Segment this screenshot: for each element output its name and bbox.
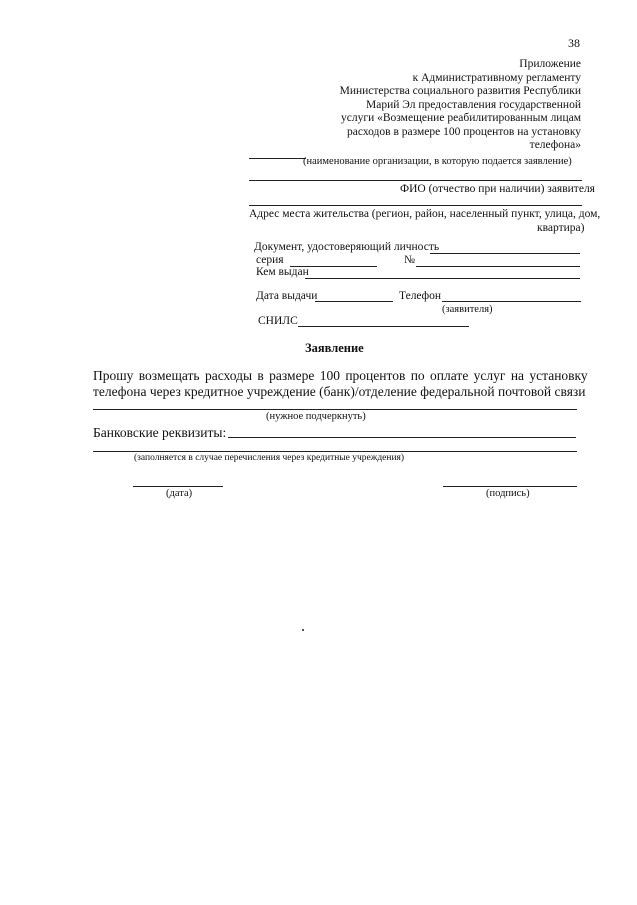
- appendix-line: телефона»: [529, 139, 581, 151]
- snils-label: СНИЛС: [258, 315, 298, 327]
- signature-line[interactable]: [443, 486, 577, 487]
- address-caption-cont: квартира): [537, 222, 585, 234]
- series-label: серия: [256, 254, 284, 266]
- statement-body-line1: Прошу возмещать расходы в размере 100 процентов по оплате услуг на установку: [93, 368, 588, 383]
- document-label: Документ, удостоверяющий личность: [254, 241, 440, 253]
- signature-caption: (подпись): [486, 488, 530, 499]
- fio-caption: ФИО (отчество при наличии) заявителя: [400, 183, 595, 195]
- statement-body-line2: телефона через кредитное учреждение (банк)/отделение федеральной почтовой связи: [93, 384, 586, 399]
- phone-line[interactable]: [442, 301, 581, 302]
- page-number: 38: [568, 36, 580, 50]
- appendix-line: расходов в размере 100 процентов на установку: [347, 125, 581, 138]
- issue-date-line[interactable]: [315, 301, 393, 302]
- org-name-line[interactable]: [249, 158, 306, 159]
- issue-date-label: Дата выдачи: [256, 290, 318, 302]
- statement-underline[interactable]: [93, 409, 577, 410]
- statement-title: Заявление: [305, 341, 364, 355]
- date-caption: (дата): [166, 488, 193, 499]
- snils-line[interactable]: [298, 326, 469, 327]
- bank-caption: (заполняется в случае перечисления через кредитные учреждения): [134, 453, 405, 463]
- org-name-caption: (наименование организации, в которую подается заявление): [303, 156, 572, 167]
- appendix-line: Приложение: [519, 58, 581, 70]
- address-caption: Адрес места жительства (регион, район, населенный пункт, улица, дом,: [249, 208, 601, 220]
- bank-details-line2[interactable]: [93, 451, 577, 452]
- date-line[interactable]: [133, 486, 223, 487]
- bank-details-label: Банковские реквизиты:: [93, 425, 227, 440]
- address-line[interactable]: [249, 205, 582, 206]
- applicant-caption: (заявителя): [442, 304, 493, 315]
- bank-details-line1[interactable]: [228, 437, 576, 438]
- phone-label: Телефон: [399, 290, 442, 302]
- number-line[interactable]: [416, 266, 580, 267]
- appendix-line: услуги «Возмещение реабилитированным лицам: [341, 112, 581, 124]
- issued-by-label: Кем выдан: [256, 266, 309, 278]
- appendix-line: Марий Эл предоставления государственной: [366, 98, 581, 111]
- appendix-block: [340, 58, 581, 153]
- appendix-line: Министерства социального развития Республики: [339, 85, 581, 97]
- underline-caption: (нужное подчеркнуть): [266, 411, 366, 422]
- scan-speck: [302, 629, 304, 631]
- document-line[interactable]: [430, 253, 580, 254]
- fio-line[interactable]: [249, 180, 582, 181]
- number-label: №: [404, 254, 415, 266]
- appendix-line: к Административному регламенту: [412, 71, 581, 84]
- issued-by-line[interactable]: [305, 278, 580, 279]
